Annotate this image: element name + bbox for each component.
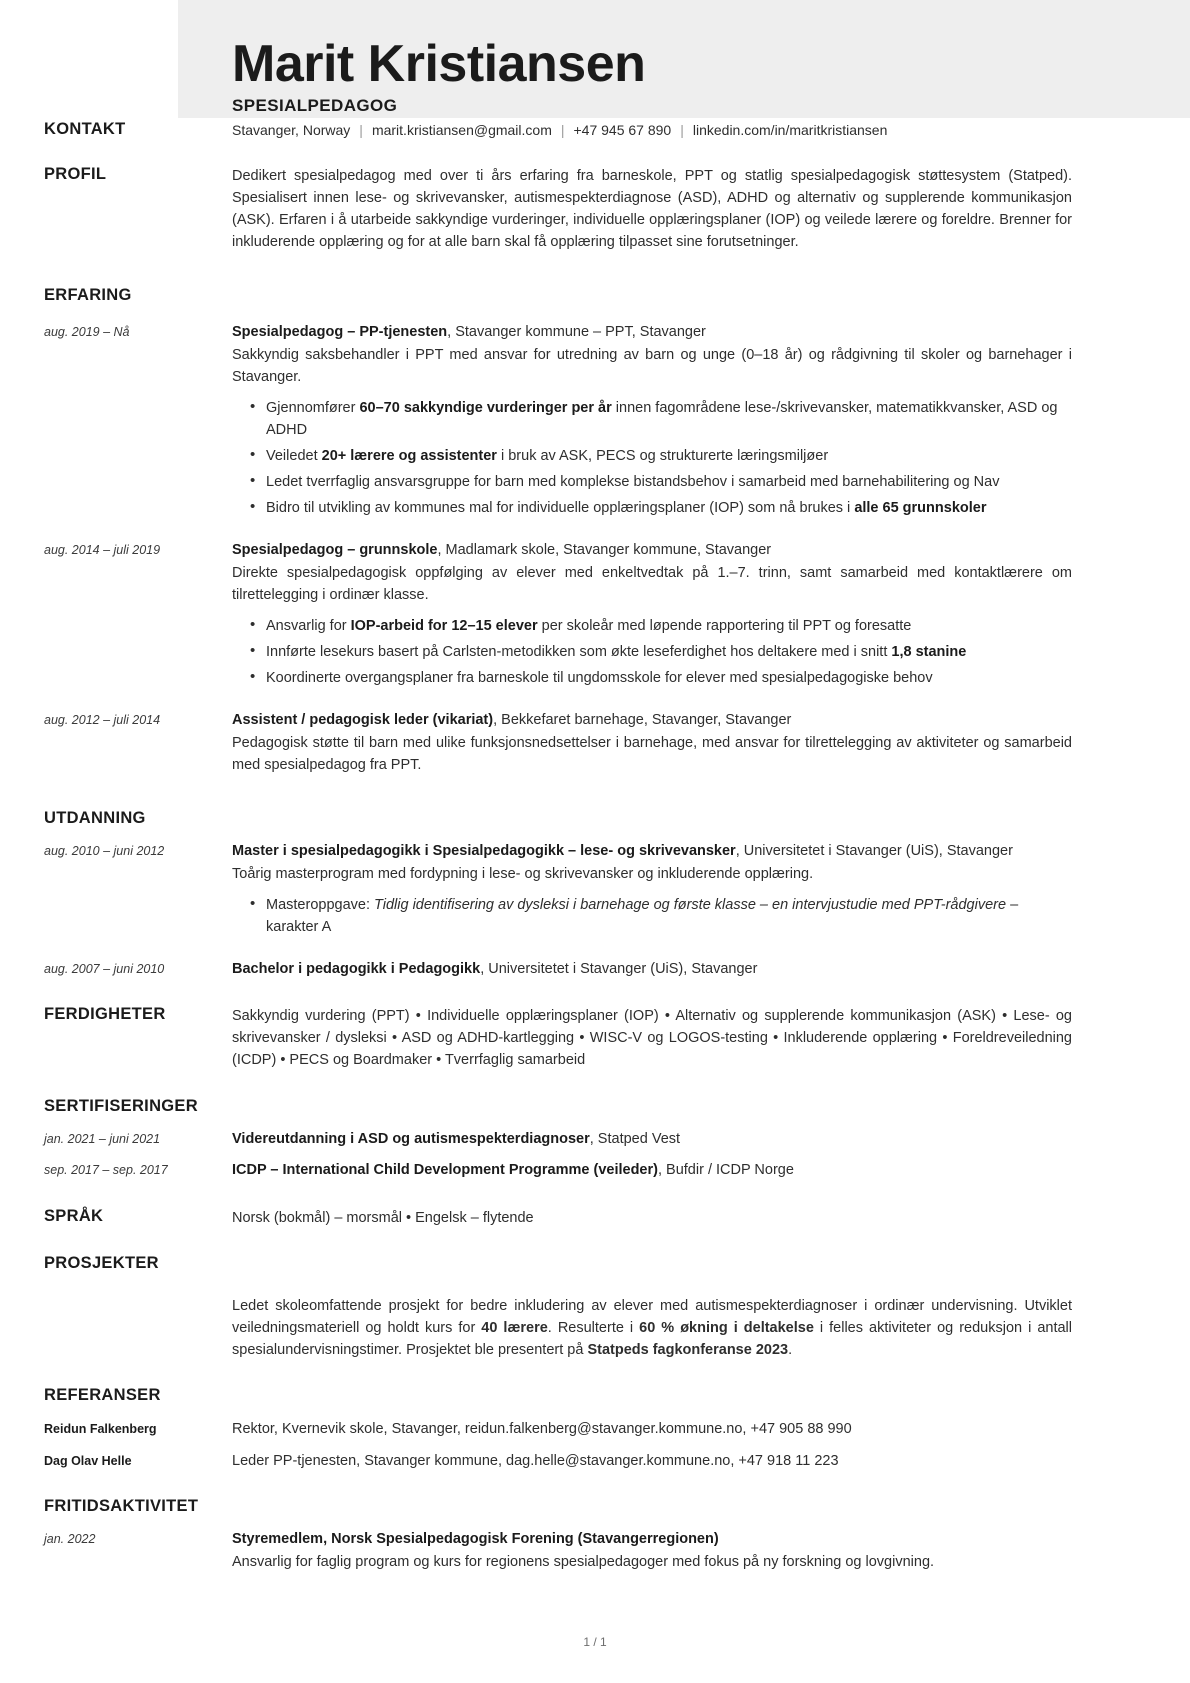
- section-title: ERFARING: [44, 286, 132, 305]
- bullet-post: – karakter A: [266, 896, 1019, 935]
- section-title: PROSJEKTER: [44, 1254, 159, 1273]
- entry-meta: , Universitetet i Stavanger (UiS), Stavanger: [735, 842, 1013, 859]
- contact-separator-icon: |: [680, 122, 684, 138]
- bullet-pre: Masteroppgave:: [266, 896, 375, 913]
- section-utdanning-heading: [44, 809, 1072, 828]
- entry-date: jan. 2021 – juni 2021: [44, 1131, 161, 1146]
- page-footer: [0, 1635, 1190, 1649]
- entry-heading: [232, 710, 1072, 732]
- list-item: [266, 667, 1072, 689]
- certification-entry: [44, 1129, 1072, 1151]
- section-label-sprak: [44, 1207, 232, 1226]
- bullet-post: innen fagområdene lese-/skrivevansker, matematikkvansker, ASD og ADHD: [266, 399, 1058, 438]
- project-highlight: 40 lærere: [481, 1320, 548, 1337]
- list-item: [266, 397, 1072, 441]
- profile-body: [232, 165, 1072, 253]
- entry-date: aug. 2019 – Nå: [44, 325, 130, 340]
- contact-details: [232, 120, 1072, 141]
- entry-meta: , Bekkefaret barnehage, Stavanger, Stavanger: [493, 712, 792, 728]
- section-label-ferdigheter: [44, 1005, 232, 1024]
- section-label-prosjekter: [44, 1254, 232, 1273]
- section-title: REFERANSER: [44, 1386, 161, 1405]
- entry-description: Pedagogisk støtte til barn med ulike funksjonsnedsettelser i barnehage, med ansvar for tilrettelegging av aktiviteter og samarbeid med spesialpedagog fra PPT.: [232, 734, 1072, 773]
- bullet-pre: Ansvarlig for: [266, 617, 351, 634]
- bullet-post: per skoleår med løpende rapportering til PPT og foresatte: [537, 617, 912, 634]
- skills-text: Sakkyndig vurdering (PPT) • Individuelle opplæringsplaner (IOP) • Alternativ og supplerende kommunikasjon (ASK) • Lese- og skrivevansker / dysleksi • ASD og ADHD-kartlegging • WISC-V og LOGOS-testing • Inkluderende opplæring • Foreldreveiledning (ICDP) • PECS og Boardmaker • Tverrfaglig samarbeid: [232, 1008, 1072, 1069]
- section-referanser-heading: [44, 1386, 1072, 1405]
- entry-meta: , Bufdir / ICDP Norge: [657, 1162, 794, 1179]
- entry-description: Ansvarlig for faglig program og kurs for regionens spesialpedagoger med fokus på ny forskning og lovgivning.: [232, 1553, 935, 1570]
- reference-entry: [44, 1450, 1072, 1472]
- entry-bullets: [232, 894, 1072, 938]
- entry-title: Videreutdanning i ASD og autismespekterdiagnoser: [232, 1130, 590, 1147]
- bullet-italic: Tidlig identifisering av dysleksi i barnehage og første klasse – en intervjustudie med PPT-rådgivere: [374, 896, 1007, 913]
- project-highlight: Statpeds fagkonferanse 2023: [587, 1342, 789, 1359]
- profile-text: Dedikert spesialpedagog med over ti års erfaring fra barneskole, PPT og statlig spesialpedagogisk støttesystem (Statped). Spesialisert innen lese- og skrivevansker, autismespekterdiagnose (ASD), ADHD og alternativ og supplerende kommunikasjon (ASK). Erfaren i å utarbeide sakkyndige vurderinger, individuelle opplæringsplaner (IOP) og veilede lærere og foreldre. Brenner for inkluderende opplæring og for at alle barn skal få opplæring tilpasset sine forutsetninger.: [232, 168, 1072, 251]
- contact-separator-icon: |: [359, 122, 363, 138]
- bullet-bold: 20+ lærere og assistenter: [321, 448, 497, 464]
- entry-title: Bachelor i pedagogikk i Pedagogikk: [232, 960, 481, 977]
- experience-entry: [44, 710, 1072, 776]
- experience-entry: [44, 322, 1072, 523]
- entry-date: aug. 2010 – juni 2012: [44, 843, 165, 858]
- bullet-bold: alle 65 grunnskoler: [854, 500, 987, 517]
- entry-date: aug. 2012 – juli 2014: [44, 713, 161, 727]
- entry-description: Toårig masterprogram med fordypning i lese- og skrivevansker og inkluderende opplæring.: [232, 865, 814, 882]
- entry-title: Master i spesialpedagogikk i Spesialpedagogikk – lese- og skrivevansker: [232, 842, 736, 859]
- entry-title: ICDP – International Child Development Programme (veileder): [232, 1162, 658, 1179]
- section-erfaring-heading: [44, 286, 1072, 305]
- section-label-sertifiseringer: [44, 1097, 232, 1116]
- reference-entry: [44, 1418, 1072, 1440]
- section-title: SPRÅK: [44, 1207, 104, 1225]
- section-label-kontakt: [44, 120, 232, 139]
- project-entry: [44, 1295, 1072, 1361]
- education-entry: [44, 841, 1072, 942]
- list-item: [266, 471, 1072, 493]
- page-title: Marit Kristiansen: [232, 35, 646, 93]
- entry-meta: , Statped Vest: [589, 1130, 681, 1147]
- reference-details: Rektor, Kvernevik skole, Stavanger, reidun.falkenberg@stavanger.kommune.no, +47 905 88 990: [232, 1421, 852, 1438]
- reference-details: Leder PP-tjenesten, Stavanger kommune, dag.helle@stavanger.kommune.no, +47 918 11 223: [232, 1453, 839, 1470]
- project-text-part: i felles aktiviteter og reduksjon i antall spesialundervisningstimer. Prosjektet ble presentert på: [232, 1320, 1072, 1359]
- bullet-pre: Bidro til utvikling av kommunes mal for individuelle opplæringsplaner (IOP) som nå brukes i: [266, 500, 855, 517]
- contact-separator-icon: |: [560, 122, 565, 138]
- list-item: [266, 445, 1072, 467]
- entry-title: Spesialpedagog – PP-tjenesten: [232, 324, 448, 341]
- section-title: KONTAKT: [44, 120, 126, 138]
- entry-title: Spesialpedagog – grunnskole: [232, 542, 438, 559]
- entry-description: Sakkyndig saksbehandler i PPT med ansvar for utredning av barn og unge (0–18 år) og rådgivning til skoler og barnehager i Stavanger.: [232, 346, 1072, 385]
- project-text-part: Ledet skoleomfattende prosjekt for bedre inkludering av elever med autismespekterdiagnoser i ordinær undervisning. Utviklet veiledningsmateriell og holdt kurs for: [232, 1298, 1072, 1337]
- reference-name: Dag Olav Helle: [44, 1454, 132, 1469]
- project-text-part: .: [788, 1342, 793, 1359]
- entry-heading: [232, 322, 1072, 344]
- contact-line: [232, 120, 1072, 141]
- list-item: [266, 497, 1072, 519]
- certification-entry: [44, 1160, 1072, 1182]
- bullet-pre: Innførte lesekurs basert på Carlsten-metodikken som økte leseferdighet hos deltakere med i snitt: [266, 643, 892, 660]
- entry-heading: [232, 1160, 1072, 1182]
- section-label-utdanning: [44, 809, 232, 828]
- bullet-pre: Koordinerte overgangsplaner fra barneskole til ungdomsskole for elever med spesialpedagogiske behov: [266, 669, 933, 686]
- entry-bullets: [232, 397, 1072, 519]
- section-ferdigheter: [44, 1005, 1072, 1071]
- section-title: PROFIL: [44, 165, 107, 183]
- contact-email[interactable]: marit.kristiansen@gmail.com: [371, 122, 552, 138]
- bullet-pre: Veiledet: [266, 448, 322, 464]
- section-sprak: [44, 1207, 1072, 1229]
- section-kontakt: [44, 120, 1072, 141]
- list-item: [266, 894, 1072, 938]
- entry-heading: [232, 841, 1072, 863]
- entry-description: Direkte spesialpedagogisk oppfølging av elever med enkeltvedtak på 1.–7. trinn, samt samarbeid med kontaktlærere om tilrettelegging i ordinær klasse.: [232, 564, 1072, 603]
- section-title: UTDANNING: [44, 808, 146, 827]
- entry-date: aug. 2007 – juni 2010: [44, 961, 165, 976]
- entry-date: aug. 2014 – juli 2019: [44, 543, 161, 558]
- education-entry: [44, 959, 1072, 981]
- section-profil: [44, 165, 1072, 253]
- project-highlight: 60 % økning i deltakelse: [639, 1320, 814, 1337]
- entry-title: Assistent / pedagogisk leder (vikariat): [232, 712, 494, 728]
- entry-date: jan. 2022: [44, 1532, 96, 1547]
- entry-title: Styremedlem, Norsk Spesialpedagogisk Forening (Stavangerregionen): [232, 1531, 719, 1548]
- section-label-referanser: [44, 1386, 232, 1405]
- contact-phone[interactable]: +47 945 67 890: [573, 122, 672, 138]
- experience-entry: [44, 540, 1072, 693]
- entry-meta: , Madlamark skole, Stavanger kommune, Stavanger: [437, 542, 772, 559]
- entry-heading: [232, 540, 1072, 562]
- languages-text: Norsk (bokmål) – morsmål • Engelsk – flytende: [232, 1210, 534, 1226]
- resume-header: [44, 0, 1072, 116]
- bullet-bold: 60–70 sakkyndige vurderinger per år: [359, 399, 612, 416]
- bullet-bold: IOP-arbeid for 12–15 elever: [350, 617, 538, 634]
- project-description: [232, 1295, 1072, 1361]
- section-label-profil: [44, 165, 232, 184]
- section-label-fritidsaktivitet: [44, 1497, 232, 1516]
- leisure-entry: [44, 1529, 1072, 1573]
- entry-date: sep. 2017 – sep. 2017: [44, 1163, 168, 1178]
- section-title: FRITIDSAKTIVITET: [44, 1497, 199, 1516]
- section-label-erfaring: [44, 286, 232, 305]
- contact-location: Stavanger, Norway: [232, 122, 351, 138]
- bullet-pre: Ledet tverrfaglig ansvarsgruppe for barn med komplekse bistandsbehov i samarbeid med barnehabilitering og Nav: [266, 474, 1000, 491]
- entry-bullets: [232, 615, 1072, 689]
- section-title: SERTIFISERINGER: [44, 1096, 198, 1115]
- entry-heading: [232, 959, 1072, 981]
- list-item: [266, 641, 1072, 663]
- page-indicator: 1 / 1: [583, 1635, 607, 1649]
- section-title: FERDIGHETER: [44, 1005, 166, 1024]
- bullet-pre: Gjennomfører: [266, 399, 360, 416]
- job-title: SPESIALPEDAGOG: [232, 96, 398, 116]
- bullet-bold: 1,8 stanine: [891, 643, 967, 660]
- section-fritidsaktivitet-heading: [44, 1497, 1072, 1516]
- bullet-post: i bruk av ASK, PECS og strukturerte læringsmiljøer: [496, 448, 829, 464]
- project-text-part: . Resulterte i: [547, 1320, 640, 1337]
- reference-name: Reidun Falkenberg: [44, 1422, 157, 1437]
- entry-heading: [232, 1529, 1072, 1551]
- section-prosjekter-heading: [44, 1254, 1072, 1273]
- section-sertifiseringer-heading: [44, 1097, 1072, 1116]
- list-item: [266, 615, 1072, 637]
- entry-meta: , Stavanger kommune – PPT, Stavanger: [447, 324, 706, 341]
- entry-heading: [232, 1129, 1072, 1151]
- entry-meta: , Universitetet i Stavanger (UiS), Stavanger: [480, 960, 758, 977]
- contact-linkedin[interactable]: linkedin.com/in/maritkristiansen: [692, 122, 888, 138]
